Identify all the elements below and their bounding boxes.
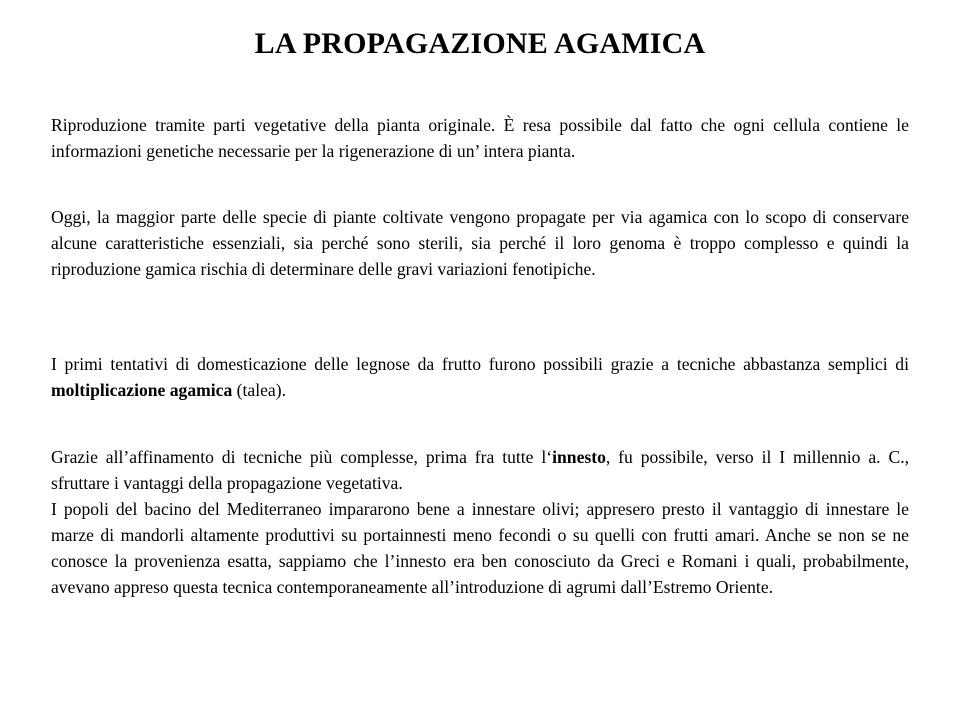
text-run: Grazie all’affinamento di tecniche più complesse, prima fra tutte l‘ [51,447,553,467]
paragraph-grafting-history [51,444,909,600]
paragraph-text [51,351,909,403]
paragraph-first-attempts [51,351,909,403]
paragraph-text: Riproduzione tramite parti vegetative della pianta originale. È resa possibile dal fatto che ogni cellula contiene le informazioni genetiche necessarie per la rigenerazione di un’ intera pianta. [51,115,909,161]
paragraph-modern-use [51,204,909,282]
paragraph-text: Oggi, la maggior parte delle specie di piante coltivate vengono propagate per via agamica con lo scopo di conservare alcune caratteristiche essenziali, sia perché sono sterili, sia perché il loro genoma è troppo complesso e quindi la riproduzione gamica rischia di determinare delle gravi variazioni fenotipiche. [51,207,909,279]
paragraph-definition [51,112,909,164]
bold-term-innesto: innesto [552,447,606,467]
text-run: I primi tentativi di domesticazione delle legnose da frutto furono possibili grazie a tecniche abbastanza semplici di [51,354,909,374]
text-run: , fu possibile, verso il I millennio a. C., sfruttare i vantaggi della propagazione vegetativa. [51,447,909,493]
paragraph-text: I popoli del bacino del Mediterraneo impararono bene a innestare olivi; appresero presto il vantaggio di innestare le marze di mandorli altamente produttivi su portainnesti meno fecondi o su quelli con frutti amari. Anche se non se ne conosce la provenienza esatta, sappiamo che l’innesto era ben conosciuto da Greci e Romani i quali, probabilmente, avevano appreso questa tecnica contemporaneamente all’introduzione di agrumi dall’Estremo Oriente. [51,499,909,597]
slide-title: LA PROPAGAZIONE AGAMICA [254,27,706,60]
text-run: (talea). [232,380,286,400]
bold-term-moltiplicazione-agamica: moltiplicazione agamica [51,380,233,400]
paragraph-text [51,444,909,496]
